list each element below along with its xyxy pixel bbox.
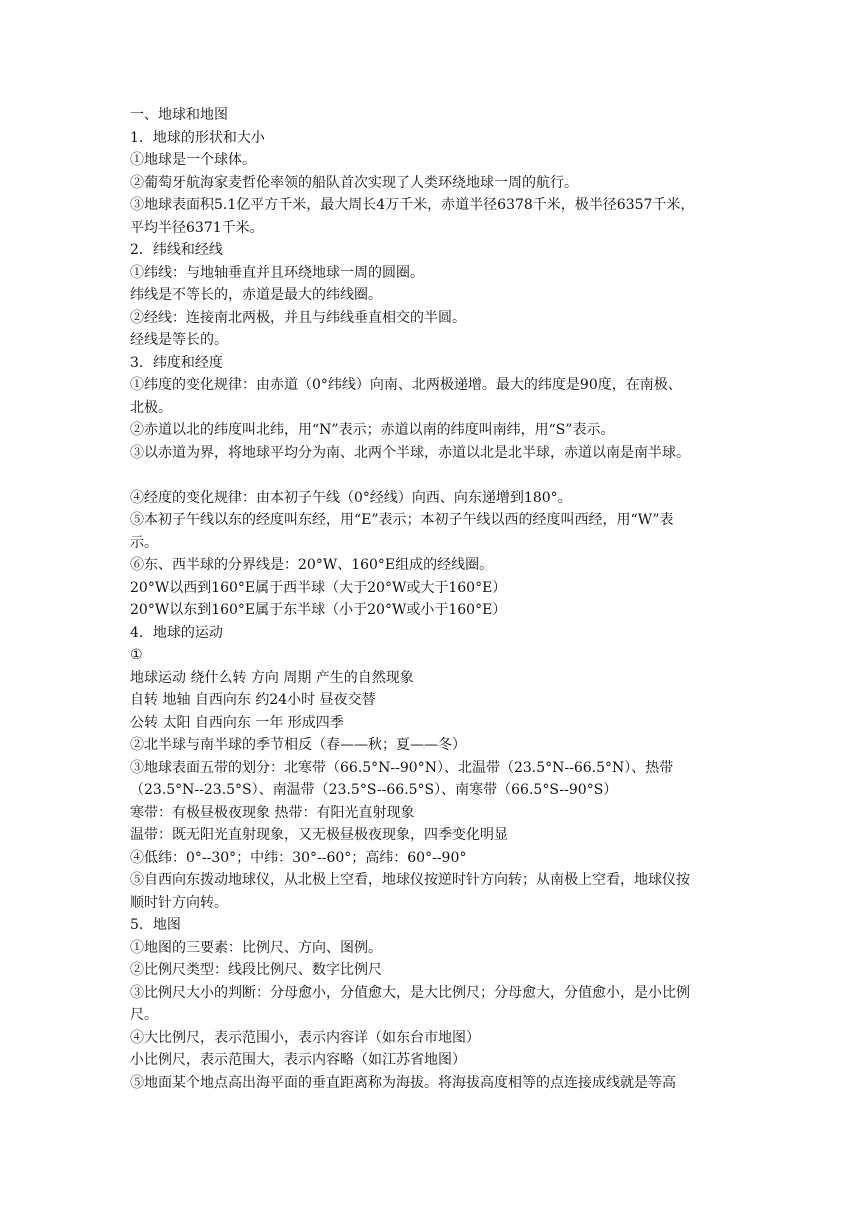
text-line: ②葡萄牙航海家麦哲伦率领的船队首次实现了人类环绕地球一周的航行。 <box>130 174 578 191</box>
text-line: ②赤道以北的纬度叫北纬，用“N”表示；赤道以南的纬度叫南纬，用“S”表示。 <box>130 422 615 438</box>
text-line: ⑤地面某个地点高出海平面的垂直距离称为海拔。将海拔高度相等的点连接成线就是等高 <box>130 1074 676 1091</box>
text-line: 3．纬度和经度 <box>130 354 223 371</box>
text-line: ①地图的三要素：比例尺、方向、图例。 <box>130 939 382 956</box>
text-line: ④经度的变化规律：由本初子午线（0°经线）向西、向东递增到180°。 <box>130 489 572 506</box>
text-line: ① <box>130 647 143 663</box>
text-line: 北极。 <box>130 399 172 416</box>
text-line: ④低纬：0°--30°；中纬：30°--60°；高纬：60°--90° <box>130 849 467 866</box>
text-line: 小比例尺，表示范围大，表示内容略（如江苏省地图） <box>130 1052 466 1068</box>
text-line: ②比例尺类型：线段比例尺、数字比例尺 <box>130 962 382 978</box>
text-line: 地球运动 绕什么转 方向 周期 产生的自然现象 <box>130 669 414 686</box>
text-line: 自转 地轴 自西向东 约24小时 昼夜交替 <box>130 692 376 708</box>
text-line: 顺时针方向转。 <box>130 894 228 911</box>
text-line: 一、地球和地图 <box>130 107 228 123</box>
text-line: ③地球表面五带的划分：北寒带（66.5°N--90°N）、北温带（23.5°N--66.5°N）、热带 <box>130 759 674 776</box>
text-line: ⑥东、西半球的分界线是：20°W、160°E组成的经线圈。 <box>130 557 494 573</box>
text-line: 纬线是不等长的，赤道是最大的纬线圈。 <box>130 287 382 303</box>
text-line: 经线是等长的。 <box>130 332 228 348</box>
text-line: ④大比例尺，表示范围小，表示内容详（如东台市地图） <box>130 1029 480 1046</box>
text-line: ②北半球与南半球的季节相反（春——秋；夏——冬） <box>130 737 466 753</box>
text-line: ①纬线：与地轴垂直并且环绕地球一周的圆圈。 <box>130 264 424 281</box>
blank-line <box>130 464 736 487</box>
text-line: ⑤自西向东拨动地球仪，从北极上空看，地球仪按逆时针方向转；从南极上空看，地球仪按 <box>130 872 690 888</box>
text-line: 公转 太阳 自西向东 一年 形成四季 <box>130 714 344 731</box>
text-line: ①纬度的变化规律：由赤道（0°纬线）向南、北两极递增。最大的纬度是90度，在南极、 <box>130 377 682 393</box>
text-line: 20°W以西到160°E属于西半球（大于20°W或大于160°E） <box>130 579 507 596</box>
text-line: 平均半径6371千米。 <box>130 219 264 236</box>
text-line: ③以赤道为界，将地球平均分为南、北两个半球，赤道以北是北半球，赤道以南是南半球。 <box>130 444 690 461</box>
text-line: 寒带：有极昼极夜现象 热带：有阳光直射现象 <box>130 804 415 821</box>
text-line: 1．地球的形状和大小 <box>130 129 265 146</box>
text-line: ③比例尺大小的判断：分母愈小，分值愈大，是大比例尺；分母愈大，分值愈小，是小比例 <box>130 984 690 1001</box>
text-line: 示。 <box>130 534 158 551</box>
text-line: 5．地图 <box>130 917 181 933</box>
document-body <box>130 104 736 1094</box>
text-line: 20°W以东到160°E属于东半球（小于20°W或小于160°E） <box>130 602 507 618</box>
text-line: 尺。 <box>130 1007 158 1023</box>
text-line: 温带：既无阳光直射现象，又无极昼极夜现象，四季变化明显 <box>130 827 508 843</box>
text-line: ⑤本初子午线以东的经度叫东经，用“E”表示；本初子午线以西的经度叫西经，用“W”表 <box>130 512 674 528</box>
text-line: ①地球是一个球体。 <box>130 152 256 168</box>
text-line: ②经线：连接南北两极，并且与纬线垂直相交的半圆。 <box>130 309 466 326</box>
text-line: 4．地球的运动 <box>130 624 223 641</box>
text-line: 2．纬线和经线 <box>130 242 223 258</box>
text-line: ③地球表面积5.1亿平方千米，最大周长4万千米，赤道半径6378千米，极半径6357千米， <box>130 197 695 213</box>
text-line: （23.5°N--23.5°S）、南温带（23.5°S--66.5°S）、南寒带（66.5°S--90°S） <box>130 782 618 798</box>
